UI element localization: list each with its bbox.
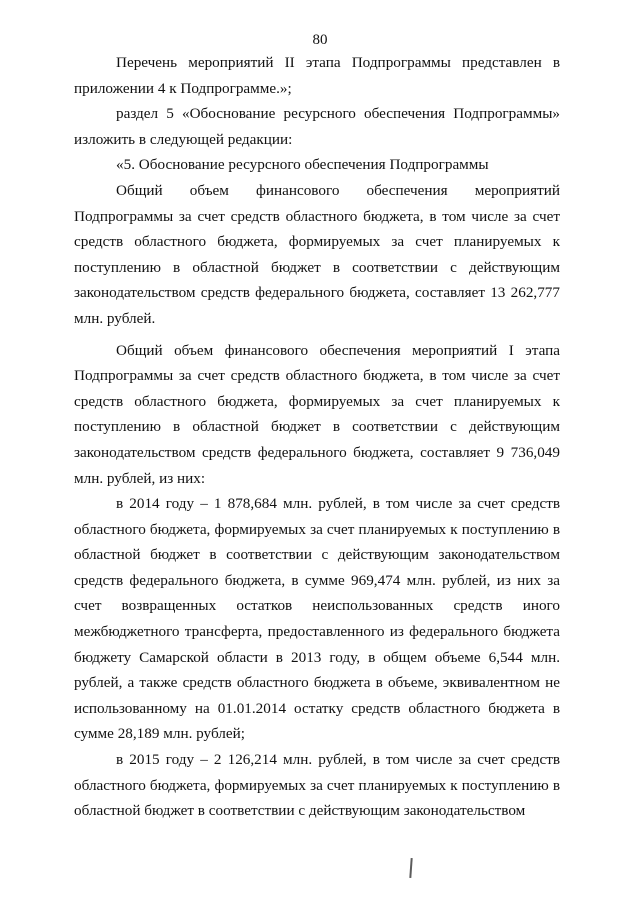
paragraph-subprogram-stage2-list: Перечень мероприятий II этапа Подпрограммы представлен в приложении 4 к Подпрограмме.»; [74,54,560,97]
page-number: 80 [312,32,328,48]
pen-mark [409,858,412,878]
paragraph-total-funding: Общий объем финансового обеспечения мероприятий Подпрограммы за счет средств областного бюджета, в том числе за счет средств областного бюджета, формируемых за счет планируемых к поступлению в областной бюджет в соответствии с действующим законодательством средств федерального бюджета, составляет 13 262,777 млн. рублей. [74,181,560,327]
section-heading: «5. Обоснование ресурсного обеспечения Подпрограммы [116,156,489,174]
paragraph-year-2015: в 2015 году – 2 126,214 млн. рублей, в том числе за счет средств областного бюджета, формируемых за счет планируемых к поступлению в областной бюджет в соответствии с действующим законодательством [74,751,560,820]
paragraph-year-2014: в 2014 году – 1 878,684 млн. рублей, в том числе за счет средств областного бюджета, формируемых за счет планируемых к поступлению в областной бюджет в соответствии с действующим законодательством средств федерального бюджета, в сумме 969,474 млн. рублей, из них за счет возвращенных остатков неиспользованных средств иного межбюджетного трансферта, предоставленного из федерального бюджета бюджету Самарской области в 2013 году, в общем объеме 6,544 млн. рублей, а также средств областного бюджета в объеме, эквивалентном не использованному на 01.01.2014 остатку средств областного бюджета в сумме 28,189 млн. рублей; [74,495,560,743]
document-body [74,50,560,824]
paragraph-section5-amendment: раздел 5 «Обоснование ресурсного обеспечения Подпрограммы» изложить в следующей редакции: [74,105,560,148]
paragraph-stage1-funding: Общий объем финансового обеспечения мероприятий I этапа Подпрограммы за счет средств областного бюджета, в том числе за счет средств областного бюджета, формируемых за счет планируемых к поступлению в областной бюджет в соответствии с действующим законодательством средств федерального бюджета, составляет 9 736,049 млн. рублей, из них: [74,341,560,487]
